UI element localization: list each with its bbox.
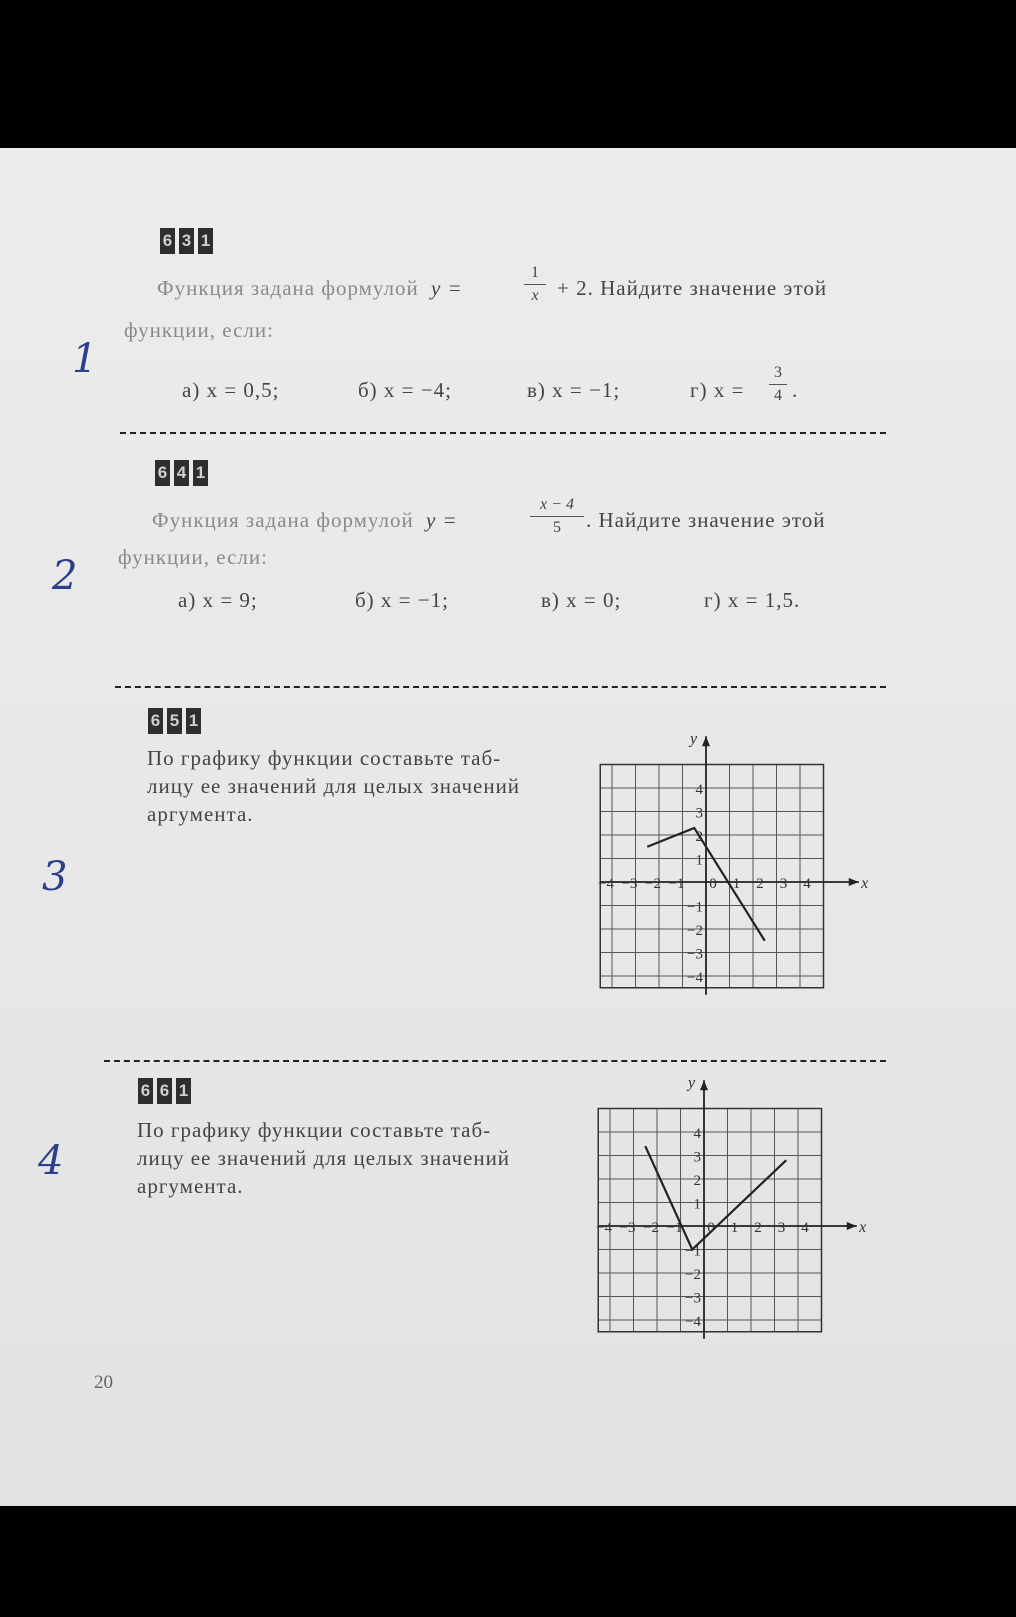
x-tick-label: −2: [643, 1220, 659, 1236]
function-graph-2: [594, 1080, 894, 1380]
fraction-denominator: x: [531, 287, 539, 304]
badge-digit: 6: [148, 708, 163, 734]
handwritten-mark: 3: [42, 854, 68, 900]
fraction-denominator: 5: [553, 519, 561, 536]
x-tick-label: 4: [803, 876, 811, 892]
x-axis-arrow: [849, 878, 859, 886]
option-a: а) x = 0,5;: [182, 378, 280, 402]
badge-digit: 3: [179, 228, 194, 254]
y-tick-label: 4: [693, 1126, 701, 1142]
option-b: б) x = −4;: [358, 378, 452, 402]
x-tick-label: 3: [777, 1220, 786, 1236]
x-tick-label: −3: [619, 1220, 636, 1236]
y-axis-arrow: [702, 736, 710, 746]
x-tick-label: 2: [754, 1220, 762, 1236]
x-axis-arrow: [847, 1222, 857, 1230]
formula-lhs: y =: [430, 276, 463, 300]
y-axis-label: y: [688, 1080, 696, 1092]
workbook-page: [0, 148, 1016, 1506]
task-text: функции, если:: [124, 318, 274, 342]
task-text: аргумента.: [137, 1174, 244, 1198]
x-tick-label: 3: [779, 876, 788, 892]
dashed-separator: [104, 1060, 886, 1062]
y-tick-label: 2: [695, 829, 703, 845]
y-tick-label: −4: [687, 970, 703, 986]
x-tick-label: 4: [801, 1220, 809, 1236]
y-axis-label: y: [690, 736, 698, 748]
x-tick-label: −4: [598, 876, 614, 892]
badge-digit: 6: [157, 1078, 172, 1104]
y-tick-label: 3: [695, 805, 703, 822]
fraction: [524, 264, 546, 305]
fraction-numerator: 1: [531, 264, 539, 281]
y-tick-label: 1: [693, 1196, 701, 1213]
x-tick-label: 1: [732, 876, 741, 892]
task-4-text: [137, 1116, 510, 1200]
formula-lhs: y =: [425, 508, 458, 532]
fraction: [530, 496, 584, 537]
x-tick-label: 1: [730, 1220, 739, 1236]
task-1-line-1: [157, 276, 463, 301]
task-number-badge: [138, 1078, 191, 1104]
handwritten-mark: 2: [52, 553, 78, 599]
y-tick-label: −1: [685, 1243, 701, 1260]
y-tick-label: 2: [693, 1173, 701, 1189]
badge-digit: 1: [186, 708, 201, 734]
task-text: аргумента.: [147, 802, 254, 826]
fraction-numerator: 3: [774, 364, 782, 381]
task-3-text: [147, 744, 520, 828]
task-text: Функция задана формулой: [152, 508, 414, 532]
task-text: лицу ее значений для целых значений: [147, 774, 521, 798]
task-number-badge: [155, 460, 208, 486]
task-number-badge: [148, 708, 201, 734]
option-v: в) x = −1;: [527, 378, 621, 402]
y-tick-label: −2: [687, 923, 703, 939]
badge-digit: 6: [138, 1078, 153, 1104]
task-number-badge: [160, 228, 213, 254]
fraction-numerator: x − 4: [540, 496, 574, 513]
option-a: а) x = 9;: [178, 588, 258, 612]
x-tick-label: 0: [709, 876, 717, 892]
y-axis-arrow: [700, 1080, 708, 1090]
task-2-line-1: [152, 508, 458, 533]
y-tick-label: 1: [695, 852, 703, 869]
x-tick-label: 0: [707, 1220, 715, 1236]
x-tick-label: −4: [596, 1220, 612, 1236]
fraction: [769, 364, 787, 405]
badge-digit: 6: [160, 228, 175, 254]
badge-digit: 1: [176, 1078, 191, 1104]
badge-digit: 1: [193, 460, 208, 486]
x-tick-label: −1: [668, 876, 685, 892]
option-g: г) x =: [690, 378, 745, 402]
option-v: в) x = 0;: [541, 588, 622, 612]
x-tick-label: −3: [621, 876, 638, 892]
handwritten-mark: 4: [38, 1138, 64, 1184]
x-tick-label: 2: [756, 876, 764, 892]
page-number: 20: [94, 1372, 113, 1393]
function-graph-1: [596, 736, 896, 1036]
task-text: По графику функции составьте таб-: [137, 1118, 492, 1142]
badge-digit: 1: [198, 228, 213, 254]
task-text: лицу ее значений для целых значений: [137, 1146, 511, 1170]
badge-digit: 4: [174, 460, 189, 486]
x-tick-label: −1: [666, 1220, 683, 1236]
task-text: Функция задана формулой: [157, 276, 419, 300]
x-axis-label: x: [861, 875, 869, 892]
dashed-separator: [115, 686, 886, 688]
task-text: По графику функции составьте таб-: [147, 746, 502, 770]
y-tick-label: −4: [685, 1314, 701, 1330]
badge-digit: 5: [167, 708, 182, 734]
y-tick-label: −3: [687, 946, 703, 963]
x-axis-label: x: [859, 1219, 867, 1236]
task-text: . Найдите значение этой: [586, 508, 826, 532]
option-g: г) x = 1,5.: [704, 588, 801, 612]
task-text: функции, если:: [118, 545, 268, 569]
badge-digit: 6: [155, 460, 170, 486]
y-tick-label: −3: [685, 1290, 701, 1307]
y-tick-label: 3: [693, 1149, 701, 1166]
option-b: б) x = −1;: [355, 588, 449, 612]
fraction-denominator: 4: [774, 387, 782, 404]
x-tick-label: −2: [645, 876, 661, 892]
y-tick-label: 4: [695, 782, 703, 798]
dashed-separator: [120, 432, 886, 434]
handwritten-mark: 1: [72, 336, 98, 382]
y-tick-label: −2: [685, 1267, 701, 1283]
option-end: .: [792, 378, 799, 402]
y-tick-label: −1: [687, 899, 703, 916]
task-text: + 2. Найдите значение этой: [557, 276, 828, 300]
